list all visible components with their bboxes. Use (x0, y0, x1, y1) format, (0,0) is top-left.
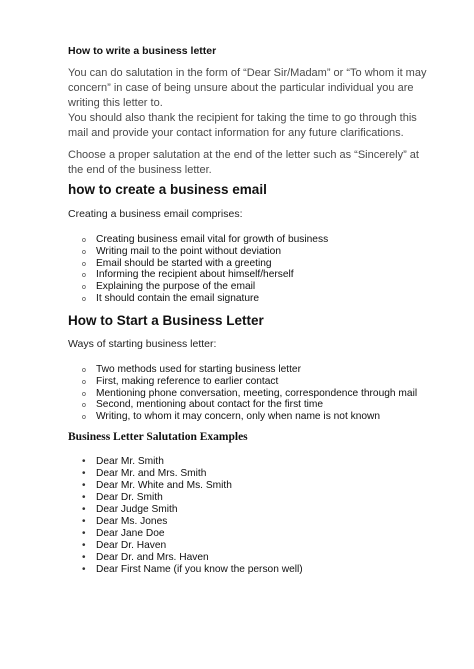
salutation-examples-list (82, 456, 303, 576)
circle-bullet-icon: o (82, 260, 86, 268)
document-title: How to write a business letter (68, 45, 217, 57)
circle-bullet-icon: o (82, 237, 86, 244)
bullet-icon: • (82, 492, 86, 503)
list-item: • Dear Mr. and Mrs. Smith (82, 468, 207, 479)
paragraph-salutation: You can do salutation in the form of “Dear Sir/Madam” or “To whom it may concern” in case of being unsure about the particular individual you are writing this letter to. (68, 67, 427, 109)
list-item: • Dear Ms. Jones (82, 516, 168, 527)
bullet-icon: • (82, 456, 86, 467)
list-item: o Writing mail to the point without deviation (82, 246, 328, 258)
circle-bullet-icon: o (82, 378, 86, 386)
list-item: o It should contain the email signature (82, 293, 328, 305)
list-item: • Dear Mr. White and Ms. Smith (82, 480, 232, 491)
email-steps-list (82, 234, 328, 305)
bullet-icon: • (82, 504, 86, 515)
bullet-icon: • (82, 516, 86, 527)
start-section-heading: How to Start a Business Letter (68, 313, 264, 328)
list-item: • Dear Dr. Smith (82, 492, 163, 503)
circle-bullet-icon: o (82, 284, 86, 292)
list-item: o Creating business email vital for growth of business (82, 234, 328, 246)
start-section-intro: Ways of starting business letter: (68, 338, 217, 350)
list-item: o Mentioning phone conversation, meeting, correspondence through mail (82, 388, 417, 400)
list-item: • Dear Dr. Haven (82, 540, 167, 551)
circle-bullet-icon: o (82, 390, 86, 398)
bullet-icon: • (82, 564, 86, 575)
circle-bullet-icon: o (82, 402, 86, 410)
list-item: o Second, mentioning about contact for the first time (82, 399, 417, 411)
circle-bullet-icon: o (82, 272, 86, 280)
list-item: • Dear Jane Doe (82, 528, 165, 539)
list-item: o Explaining the purpose of the email (82, 281, 328, 293)
list-item: o First, making reference to earlier contact (82, 376, 417, 388)
circle-bullet-icon: o (82, 248, 86, 256)
email-section-intro: Creating a business email comprises: (68, 208, 243, 220)
list-item: • Dear First Name (if you know the person well) (82, 564, 303, 575)
bullet-icon: • (82, 552, 86, 563)
bullet-icon: • (82, 540, 86, 551)
bullet-icon: • (82, 528, 86, 539)
paragraph-thanks: You should also thank the recipient for taking the time to go through this mail and provide your contact information for any future clarifications. (68, 112, 417, 139)
list-item: o Writing, to whom it may concern, only when name is not known (82, 411, 417, 423)
list-item: • Dear Dr. and Mrs. Haven (82, 552, 209, 563)
list-item: o Informing the recipient about himself/herself (82, 269, 328, 281)
list-item: o Two methods used for starting business letter (82, 364, 417, 376)
bullet-icon: • (82, 480, 86, 491)
salutation-section-heading: Business Letter Salutation Examples (68, 431, 248, 443)
email-section-heading: how to create a business email (68, 182, 267, 197)
list-item: • Dear Mr. Smith (82, 456, 164, 467)
circle-bullet-icon: o (82, 414, 86, 422)
list-item: o Email should be started with a greeting (82, 258, 328, 270)
paragraph-closing: Choose a proper salutation at the end of the letter such as “Sincerely” at the end of the business letter. (68, 149, 419, 176)
start-methods-list (82, 364, 417, 423)
circle-bullet-icon: o (82, 367, 86, 374)
list-item: • Dear Judge Smith (82, 504, 178, 515)
circle-bullet-icon: o (82, 295, 86, 303)
bullet-icon: • (82, 468, 86, 479)
